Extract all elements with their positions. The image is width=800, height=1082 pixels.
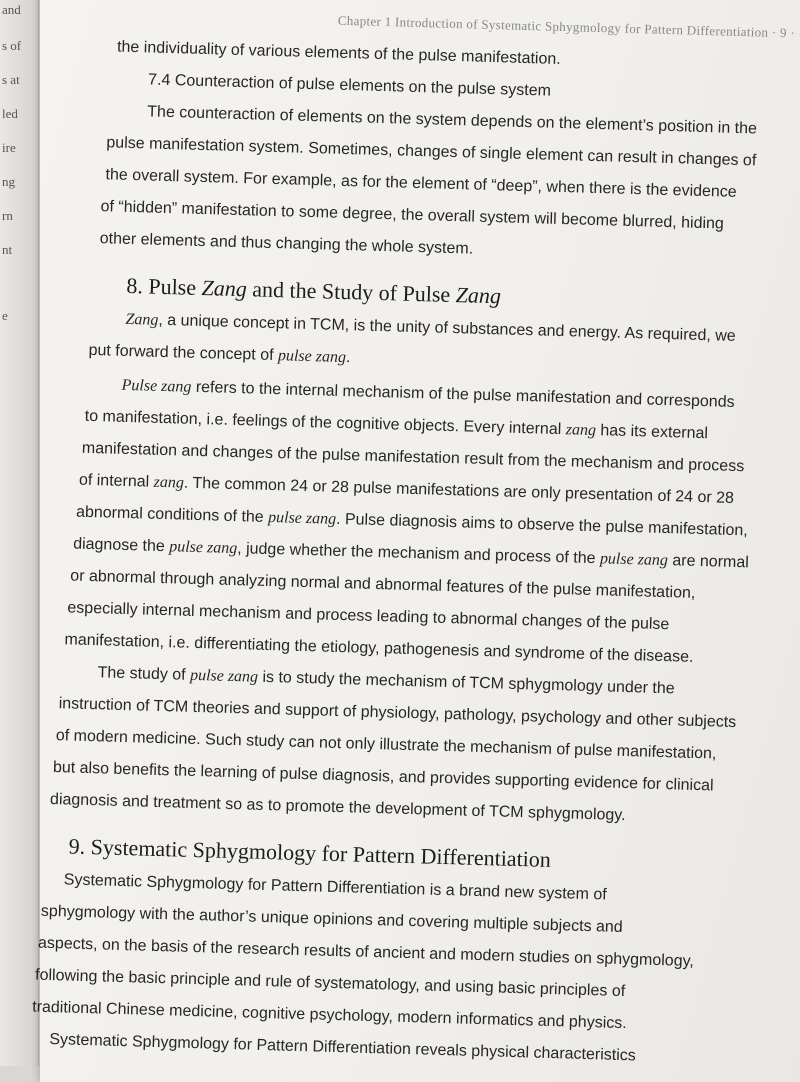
- book-page: [32, 0, 800, 1082]
- text-line: Zang, a unique concept in TCM, is the unity of substances and energy. As required, we: [125, 310, 736, 345]
- text-line: manifestation and changes of the pulse manifestation result from the mechanism and process: [81, 439, 745, 476]
- text-line: diagnosis and treatment so as to promote the development of TCM sphygmology.: [49, 790, 626, 825]
- text-line: but also benefits the learning of pulse diagnosis, and provides supporting evidence for clinical: [52, 759, 714, 795]
- left-fragment: s at: [2, 72, 20, 87]
- text-line: traditional Chinese medicine, cognitive psychology, modern informatics and physics.: [32, 998, 627, 1033]
- text-line: of internal zang. The common 24 or 28 pulse manifestations are only presentation of 24 or 28: [78, 471, 735, 507]
- text-line: of “hidden” manifestation to some degree, the overall system will become blurred, hiding: [100, 198, 725, 233]
- left-fragment: led: [2, 106, 18, 121]
- text-line: the overall system. For example, as for the element of “deep”, when there is the evidence: [105, 166, 737, 201]
- text-line: diagnose the pulse zang, judge whether the mechanism and process of the pulse zang are normal: [72, 535, 750, 572]
- page-content: [32, 12, 796, 1065]
- text-line: other elements and thus changing the whole system.: [99, 230, 474, 258]
- facing-page-edge: [0, 0, 39, 1066]
- running-head: Chapter 1 Introduction of Systematic Sphygmology for Pattern Differentiation · 9 ·: [337, 12, 796, 41]
- text-line: to manifestation, i.e. feelings of the cognitive objects. Every internal zang has its external: [84, 407, 709, 443]
- left-fragment: e: [2, 308, 8, 323]
- text-line: aspects, on the basis of the research results of ancient and modern studies on sphygmology,: [37, 934, 695, 971]
- text-line: or abnormal through analyzing normal and abnormal features of the pulse manifestation,: [70, 567, 696, 602]
- section-heading-8: 8. Pulse Zang and the Study of Pulse Zang: [126, 272, 502, 309]
- text-line: manifestation, i.e. differentiating the etiology, pathogenesis and syndrome of the disease.: [64, 631, 694, 666]
- text-line: especially internal mechanism and process leading to abnormal changes of the pulse: [67, 599, 670, 634]
- text-line: instruction of TCM theories and support of physiology, pathology, psychology and other subjects: [58, 695, 737, 732]
- left-fragment: rn: [2, 208, 13, 223]
- text-line: of modern medicine. Such study can not only illustrate the mechanism of pulse manifestation,: [55, 727, 717, 763]
- text-line: Pulse zang refers to the internal mechanism of the pulse manifestation and corresponds: [121, 376, 735, 411]
- text-line: abnormal conditions of the pulse zang. Pulse diagnosis aims to observe the pulse manifestation,: [75, 503, 748, 540]
- text-line: the individuality of various elements of the pulse manifestation.: [116, 38, 561, 68]
- left-fragment: ire: [2, 140, 16, 155]
- text-line: pulse manifestation system. Sometimes, changes of single element can result in changes of: [106, 134, 757, 170]
- subsection-heading: 7.4 Counteraction of pulse elements on the pulse system: [147, 71, 552, 100]
- text-line: put forward the concept of pulse zang.: [88, 341, 351, 367]
- section-heading-9: 9. Systematic Sphygmology for Pattern Differentiation: [68, 833, 552, 872]
- left-fragment: and: [2, 2, 21, 17]
- left-fragment: ng: [2, 174, 15, 189]
- text-line: sphygmology with the author’s unique opinions and covering multiple subjects and: [40, 902, 623, 937]
- text-line: Systematic Sphygmology for Pattern Differentiation is a brand new system of: [63, 871, 607, 904]
- text-line: following the basic principle and rule of systematology, and using basic principles of: [34, 966, 626, 1001]
- text-line: The study of pulse zang is to study the mechanism of TCM sphygmology under the: [97, 664, 675, 698]
- text-line: Systematic Sphygmology for Pattern Differentiation reveals physical characteristics: [49, 1031, 636, 1065]
- left-fragment: nt: [2, 242, 13, 257]
- left-fragment: s of: [2, 38, 22, 53]
- text-line: The counteraction of elements on the system depends on the element’s position in the: [147, 103, 758, 138]
